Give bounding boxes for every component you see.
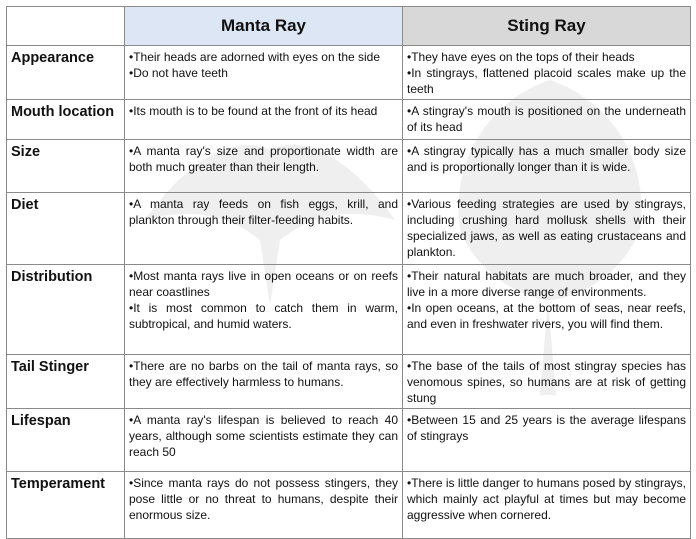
bullet-text: •The base of the tails of most stingray species has venomous spines, so humans are at risk of getting stung: [407, 359, 686, 405]
bullet-text: •A stingray's mouth is positioned on the underneath of its head: [407, 104, 686, 134]
bullet-text: •Their natural habitats are much broader, and they live in a more diverse range of environments.: [407, 269, 686, 299]
cell-sting: [403, 193, 691, 265]
table-row: [7, 472, 691, 539]
column-header-sting: Sting Ray: [403, 7, 691, 46]
bullet-text: •Their heads are adorned with eyes on the side: [129, 50, 381, 64]
cell-sting: [403, 140, 691, 193]
cell-sting: [403, 265, 691, 355]
bullet-text: •There are no barbs on the tail of manta rays, so they are effectively harmless to humans.: [129, 359, 398, 389]
cell-sting: [403, 409, 691, 472]
bullet-text: •It is most common to catch them in warm, subtropical, and humid waters.: [129, 301, 398, 331]
table-row: [7, 409, 691, 472]
cell-manta: [125, 472, 403, 539]
cell-manta: [125, 100, 403, 140]
cell-sting: [403, 46, 691, 100]
row-label: Appearance: [7, 46, 125, 100]
row-label: Lifespan: [7, 409, 125, 472]
bullet-text: •Most manta rays live in open oceans or on reefs near coastlines: [129, 269, 398, 299]
bullet-text: •In stingrays, flattened placoid scales make up the teeth: [407, 66, 686, 96]
table-row: [7, 100, 691, 140]
bullet-text: •A stingray typically has a much smaller body size and is proportionally longer than it is wide.: [407, 144, 686, 174]
bullet-text: •A manta ray's lifespan is believed to reach 40 years, although some scientists estimate they can reach 50: [129, 413, 398, 459]
column-header-manta: Manta Ray: [125, 7, 403, 46]
row-label: Diet: [7, 193, 125, 265]
bullet-text: •In open oceans, at the bottom of seas, near reefs, and even in freshwater rivers, you will find them.: [407, 301, 686, 331]
cell-manta: [125, 355, 403, 409]
cell-sting: [403, 100, 691, 140]
cell-manta: [125, 409, 403, 472]
table-row: [7, 355, 691, 409]
bullet-text: •They have eyes on the tops of their heads: [407, 50, 635, 64]
cell-sting: [403, 472, 691, 539]
cell-manta: [125, 46, 403, 100]
bullet-text: •Various feeding strategies are used by stingrays, including crushing hard mollusk shells with their specialized jaws, as well as eating crustaceans and plankton.: [407, 197, 686, 259]
row-label: Size: [7, 140, 125, 193]
cell-manta: [125, 193, 403, 265]
cell-sting: [403, 355, 691, 409]
cell-manta: [125, 265, 403, 355]
bullet-text: •Its mouth is to be found at the front of its head: [129, 104, 378, 118]
bullet-text: •A manta ray's size and proportionate width are both much greater than their length.: [129, 144, 398, 174]
row-label: Tail Stinger: [7, 355, 125, 409]
table-row: [7, 193, 691, 265]
cell-manta: [125, 140, 403, 193]
bullet-text: •There is little danger to humans posed by stingrays, which mainly act playful at times but may become aggressive when cornered.: [407, 476, 687, 522]
corner-cell: [7, 7, 125, 46]
row-label: Mouth location: [7, 100, 125, 140]
bullet-text: •Between 15 and 25 years is the average lifespans of stingrays: [407, 413, 686, 443]
row-label: Temperament: [7, 472, 125, 539]
bullet-text: •Since manta rays do not possess stingers, they pose little or no threat to humans, despite their enormous size.: [129, 476, 398, 522]
header-row: [7, 7, 691, 46]
bullet-text: •A manta ray feeds on fish eggs, krill, and plankton through their filter-feeding habits.: [129, 197, 398, 227]
table-row: [7, 46, 691, 100]
row-label: Distribution: [7, 265, 125, 355]
bullet-text: •Do not have teeth: [129, 66, 228, 80]
table-row: [7, 265, 691, 355]
comparison-table: [6, 6, 691, 539]
table-row: [7, 140, 691, 193]
